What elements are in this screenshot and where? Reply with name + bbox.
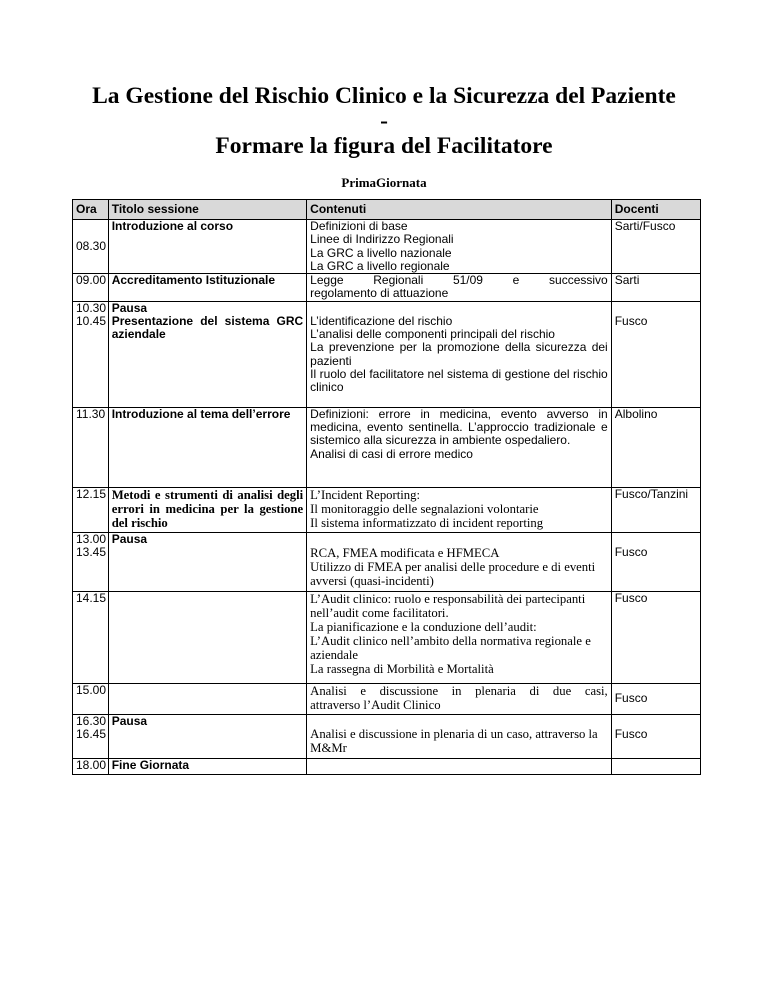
row-title: Introduzione al corso [108, 220, 306, 274]
row-title: Metodi e strumenti di analisi degli errori in medicina per la gestione del rischio [108, 487, 306, 532]
row-time: 14.15 [73, 591, 109, 683]
header-teachers: Docenti [611, 200, 700, 220]
row-title: Pausa [108, 532, 306, 591]
row-teachers: Fusco [611, 683, 700, 714]
table-row [73, 274, 701, 302]
row-content [307, 758, 612, 774]
row-time: 11.30 [73, 407, 109, 487]
row-teachers: Fusco [611, 301, 700, 407]
row-content: Definizioni di base Linee di Indirizzo Regionali La GRC a livello nazionale La GRC a livello regionale [307, 220, 612, 274]
row-content: L’Audit clinico: ruolo e responsabilità dei partecipanti nell’audit come facilitatori. La pianificazione e la conduzione dell’audit: L’Audit clinico nell’ambito della normativa regionale e aziendale La rassegna di Morbilità e Mortalità [307, 591, 612, 683]
table-row [73, 220, 701, 274]
table-row [73, 532, 701, 591]
row-content: Analisi e discussione in plenaria di due casi, attraverso l’Audit Clinico [307, 683, 612, 714]
row-content: Definizioni: errore in medicina, evento avverso in medicina, evento sentinella. L’approccio tradizionale e sistemico alla sicurezza in ambiente ospedaliero. Analisi di casi di errore medico [307, 407, 612, 487]
row-content: RCA, FMEA modificata e HFMECA Utilizzo di FMEA per analisi delle procedure e di eventi avversi (quasi-incidenti) [307, 532, 612, 591]
row-time: 08.30 [73, 220, 109, 274]
header-content: Contenuti [307, 200, 612, 220]
header-title: Titolo sessione [108, 200, 306, 220]
row-content: L’identificazione del rischio L’analisi delle componenti principali del rischio La prevenzione per la promozione della sicurezza dei pazienti Il ruolo del facilitatore nel sistema di gestione del rischio clinico [307, 301, 612, 407]
row-teachers: Fusco [611, 714, 700, 758]
row-teachers: Sarti [611, 274, 700, 302]
row-teachers: Fusco/Tanzini [611, 487, 700, 532]
row-time: 09.00 [73, 274, 109, 302]
table-row [73, 591, 701, 683]
row-teachers: Fusco [611, 532, 700, 591]
title-line-3: Formare la figura del Facilitatore [215, 133, 553, 159]
row-title: Pausa [108, 714, 306, 758]
title-line-2: - [380, 108, 388, 134]
row-teachers: Fusco [611, 591, 700, 683]
header-time: Ora [73, 200, 109, 220]
table-header-row [73, 200, 701, 220]
row-time: 15.00 [73, 683, 109, 714]
table-row [73, 683, 701, 714]
row-time: 18.00 [73, 758, 109, 774]
row-title [108, 683, 306, 714]
row-title: Fine Giornata [108, 758, 306, 774]
row-teachers: Albolino [611, 407, 700, 487]
row-title: Pausa Presentazione del sistema GRC aziendale [108, 301, 306, 407]
document-title [0, 84, 768, 159]
table-row [73, 487, 701, 532]
day-subtitle: PrimaGiornata [341, 175, 427, 190]
row-time: 16.30 16.45 [73, 714, 109, 758]
table-row [73, 301, 701, 407]
row-content: L’Incident Reporting: Il monitoraggio delle segnalazioni volontarie Il sistema informatizzato di incident reporting [307, 487, 612, 532]
row-title [108, 591, 306, 683]
row-title: Accreditamento Istituzionale [108, 274, 306, 302]
row-time: 10.30 10.45 [73, 301, 109, 407]
schedule-table [72, 199, 701, 775]
row-time: 12.15 [73, 487, 109, 532]
table-row [73, 714, 701, 758]
title-line-1: La Gestione del Rischio Clinico e la Sicurezza del Paziente [92, 83, 676, 109]
row-title: Introduzione al tema dell’errore [108, 407, 306, 487]
row-teachers [611, 758, 700, 774]
row-content: Analisi e discussione in plenaria di un caso, attraverso la M&Mr [307, 714, 612, 758]
table-row [73, 407, 701, 487]
row-time: 13.00 13.45 [73, 532, 109, 591]
table-row [73, 758, 701, 774]
row-teachers: Sarti/Fusco [611, 220, 700, 274]
row-content: Legge Regionali 51/09 e successivo regolamento di attuazione [307, 274, 612, 302]
